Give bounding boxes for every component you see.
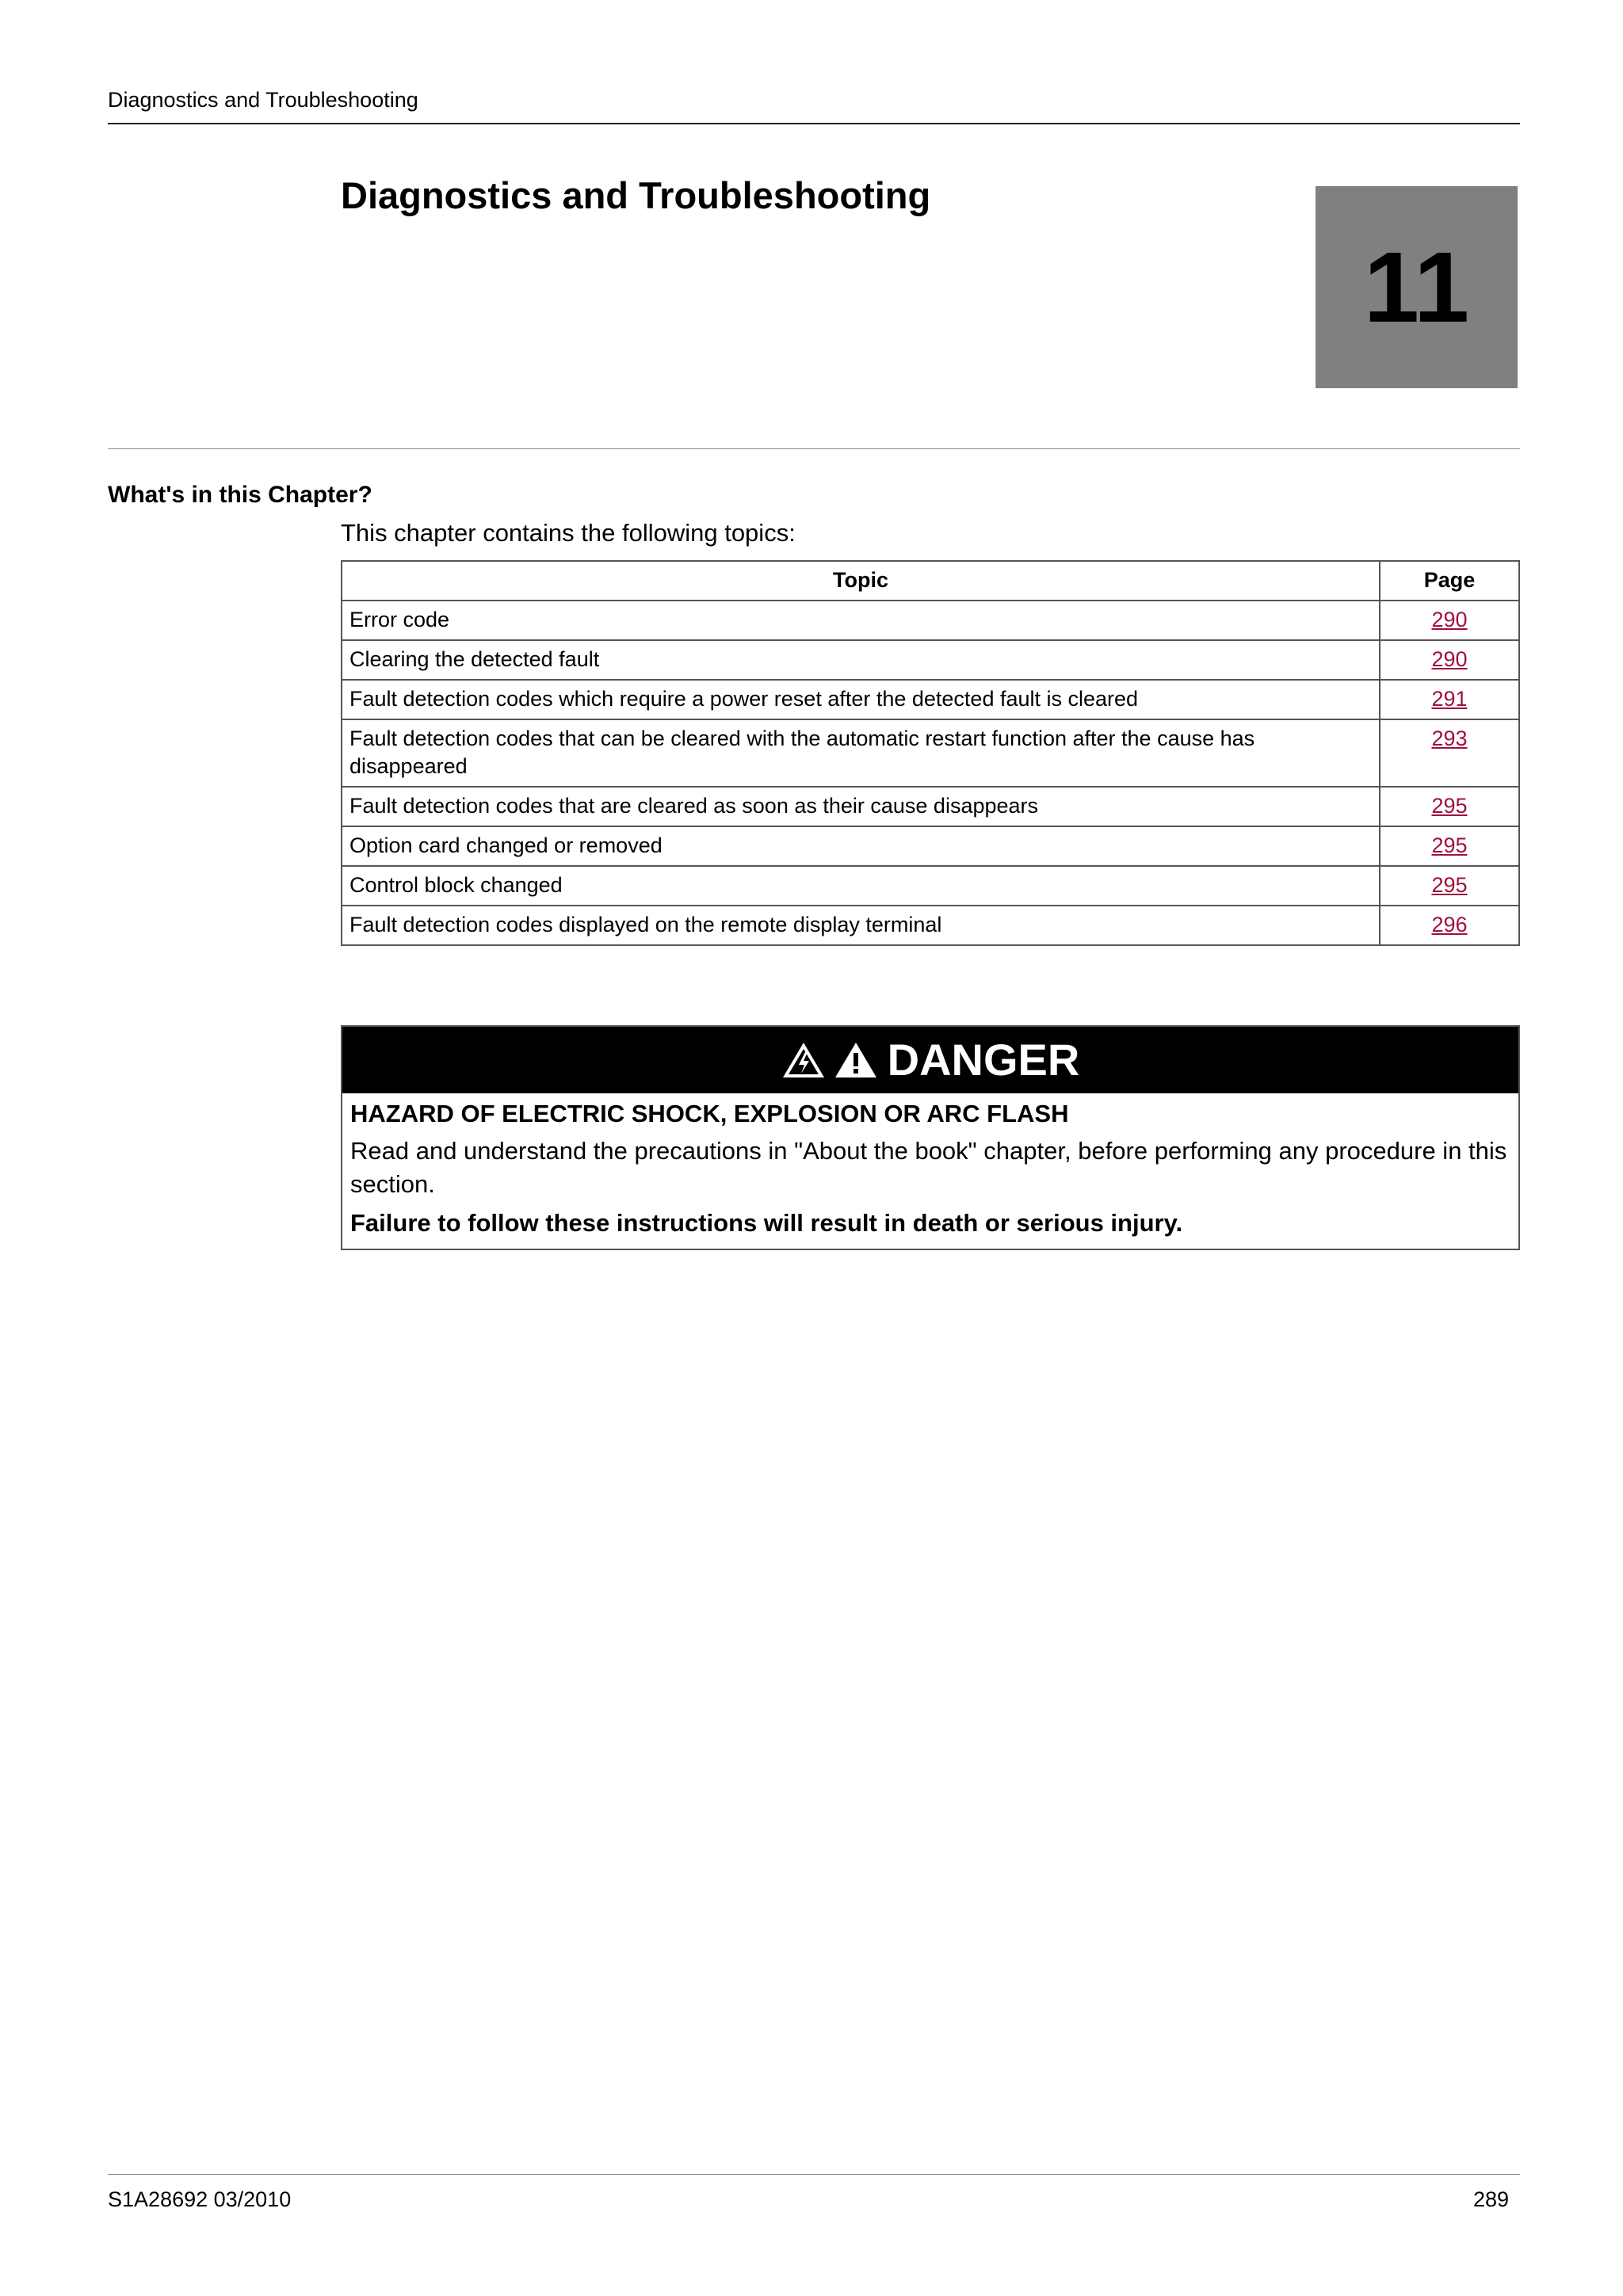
table-row [342,601,1519,640]
page-cell [1380,866,1519,906]
page-cell [1380,680,1519,719]
page-link[interactable]: 295 [1431,833,1468,857]
table-row [342,906,1519,945]
danger-banner [342,1027,1518,1093]
topics-table [341,560,1520,946]
topic-cell: Fault detection codes that can be cleared with the automatic restart function after the cause has disappeared [342,719,1380,787]
document-id: S1A28692 03/2010 [108,2187,292,2211]
running-header: Diagnostics and Troubleshooting [108,88,418,112]
page-cell [1380,601,1519,640]
topic-cell: Fault detection codes that are cleared as soon as their cause disappears [342,787,1380,826]
column-header-page: Page [1380,561,1519,601]
electric-shock-warning-icon [781,1041,826,1079]
page-link[interactable]: 295 [1431,794,1468,818]
page-cell [1380,787,1519,826]
page-link[interactable]: 296 [1431,913,1468,936]
page-link[interactable]: 293 [1431,727,1468,750]
page-cell [1380,640,1519,680]
chapter-number: 11 [1363,231,1470,343]
table-row [342,866,1519,906]
page-link[interactable]: 290 [1431,647,1468,671]
danger-safety-message [341,1025,1520,1250]
table-row [342,787,1519,826]
topic-cell: Fault detection codes displayed on the remote display terminal [342,906,1380,945]
topic-cell: Error code [342,601,1380,640]
page-link[interactable]: 291 [1431,687,1468,711]
column-header-topic: Topic [342,561,1380,601]
chapter-divider [108,448,1520,449]
topic-cell: Fault detection codes which require a power reset after the detected fault is cleared [342,680,1380,719]
page-link[interactable]: 295 [1431,873,1468,897]
topic-cell: Option card changed or removed [342,826,1380,866]
page-cell [1380,719,1519,787]
warning-exclamation-icon [834,1041,878,1079]
page-cell [1380,826,1519,866]
table-row [342,640,1519,680]
footer-rule [108,2174,1520,2175]
danger-signal-word: DANGER [887,1035,1080,1085]
hazard-statement: HAZARD OF ELECTRIC SHOCK, EXPLOSION OR ARC FLASH [350,1100,1069,1127]
topic-cell: Control block changed [342,866,1380,906]
section-heading: What's in this Chapter? [108,482,372,508]
hazard-instructions: Read and understand the precautions in "About the book" chapter, before performing any procedure in this section. [350,1137,1507,1198]
chapter-title: Diagnostics and Troubleshooting [341,174,931,216]
table-row [342,719,1519,787]
page-number: 289 [1472,2187,1509,2211]
header-rule [108,123,1520,124]
topic-cell: Clearing the detected fault [342,640,1380,680]
table-row [342,826,1519,866]
chapter-number-box [1316,186,1518,388]
page-link[interactable]: 290 [1431,608,1468,631]
hazard-consequence: Failure to follow these instructions will result in death or serious injury. [350,1209,1183,1237]
intro-text: This chapter contains the following topics: [341,519,796,547]
danger-body [342,1093,1518,1249]
page-cell [1380,906,1519,945]
table-row [342,680,1519,719]
table-header-row [342,561,1519,601]
